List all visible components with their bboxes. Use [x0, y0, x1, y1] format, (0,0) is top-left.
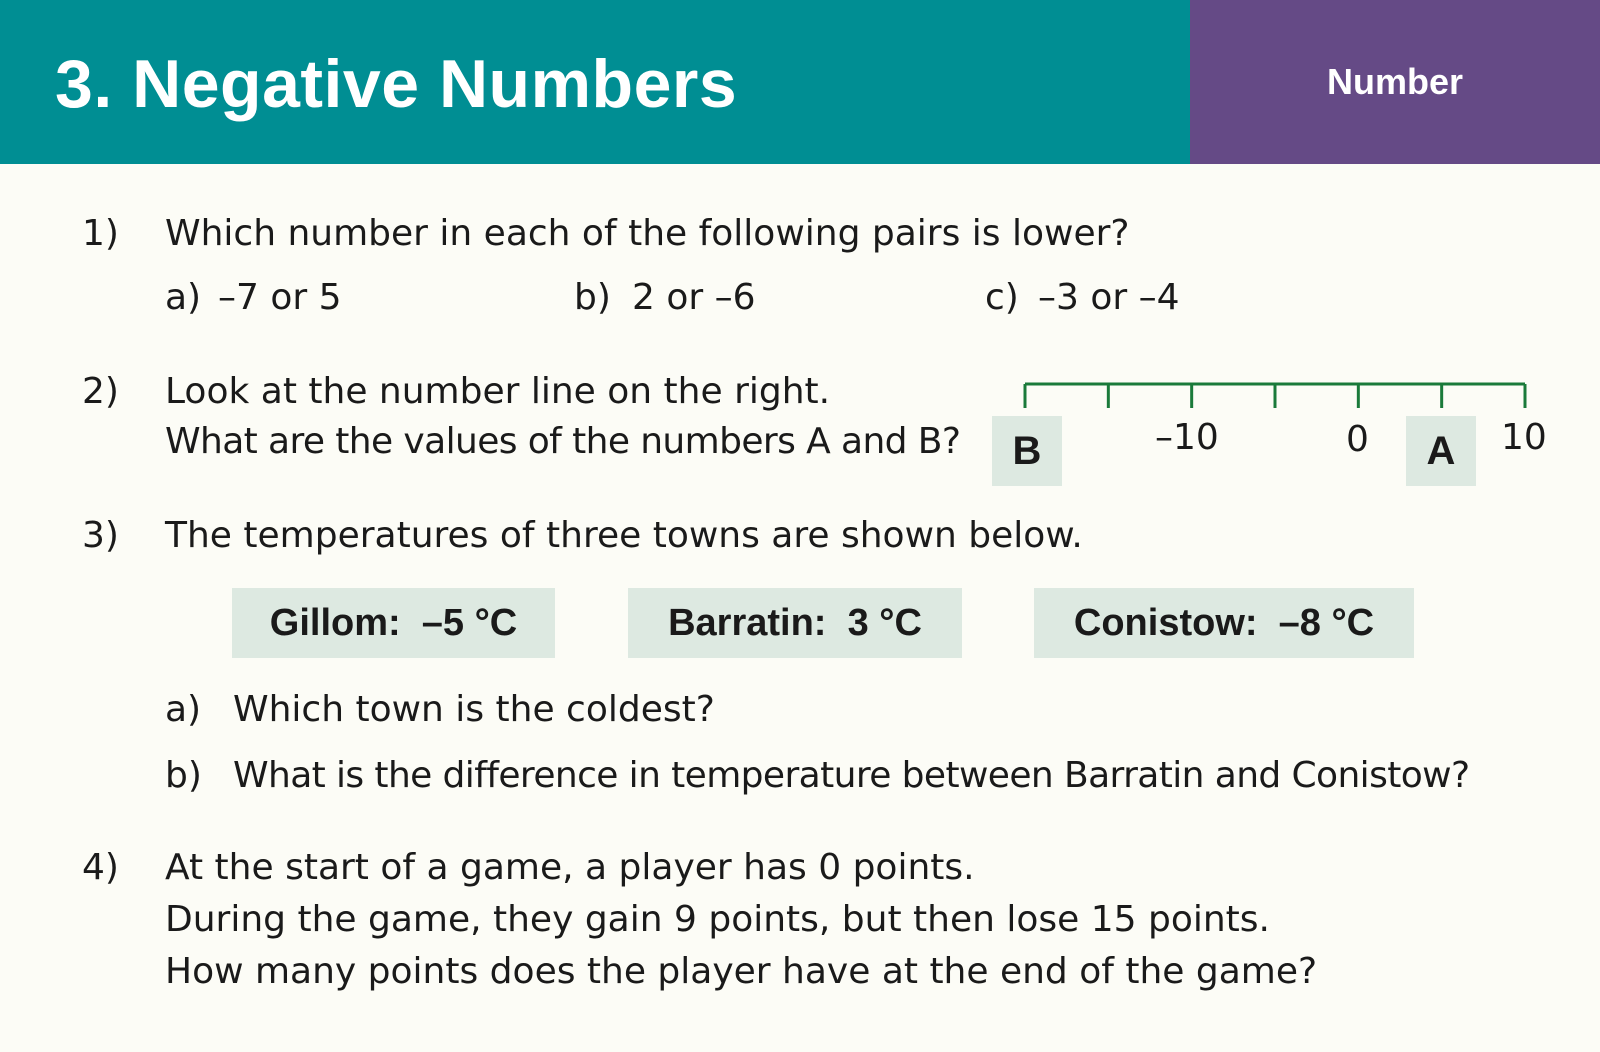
marker-b-box [992, 416, 1062, 486]
page-title: 3. Negative Numbers [55, 46, 738, 122]
q3-part-a-text: Which town is the coldest? [233, 689, 715, 730]
q1-part-a-label: a) [165, 277, 202, 318]
town-gillom: Gillom: –5 °C [269, 602, 518, 644]
marker-a-box [1406, 416, 1476, 486]
town-conistow: Conistow: –8 °C [1073, 602, 1375, 644]
q3-part-b-text: What is the difference in temperature between Barratin and Conistow? [233, 755, 1470, 796]
topic-label: Number [1326, 61, 1464, 102]
town-box-barratin [628, 588, 962, 658]
q1-part-a-text: –7 or 5 [218, 277, 342, 318]
marker-a-label: A [1426, 429, 1456, 473]
q1-text: Which number in each of the following pairs is lower? [165, 213, 1130, 254]
tick-label-minus-10: –10 [1155, 417, 1219, 458]
q1-part-c-text: –3 or –4 [1038, 277, 1180, 318]
q4-number: 4) [82, 847, 119, 888]
q2-number: 2) [82, 371, 119, 412]
q2-line1: Look at the number line on the right. [165, 371, 831, 412]
q1-part-c-label: c) [985, 277, 1019, 318]
q3-part-b-label: b) [165, 755, 202, 796]
header-banner [0, 0, 1600, 164]
q4-line2: During the game, they gain 9 points, but then lose 15 points. [165, 899, 1270, 940]
q3-part-a-label: a) [165, 689, 202, 730]
town-box-conistow [1034, 588, 1414, 658]
q3-text: The temperatures of three towns are shown below. [165, 515, 1083, 556]
q1-number: 1) [82, 213, 119, 254]
town-box-gillom [232, 588, 555, 658]
town-barratin: Barratin: 3 °C [668, 602, 922, 644]
q1-part-b-label: b) [574, 277, 611, 318]
tick-label-10: 10 [1501, 417, 1547, 458]
q4-line3: How many points does the player have at the end of the game? [165, 951, 1318, 992]
marker-b-label: B [1012, 429, 1042, 473]
q2-line2: What are the values of the numbers A and B? [165, 421, 961, 462]
tick-label-0: 0 [1346, 419, 1369, 460]
q1-part-b-text: 2 or –6 [632, 277, 756, 318]
q4-line1: At the start of a game, a player has 0 points. [165, 847, 975, 888]
q3-number: 3) [82, 515, 119, 556]
